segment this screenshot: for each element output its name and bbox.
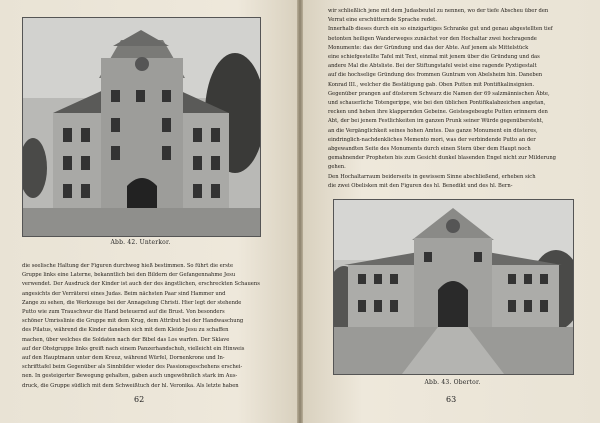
- text-line: schöner Umrisslinie die Gruppe mit dem Krug, dem Attribut bei der Handwaschung: [22, 318, 244, 325]
- text-line: recken und heben ihre klappernden Gebeine. Geistesgebeugte Putten erinnern den: [328, 109, 548, 116]
- text-line: eindringlich-nachdenkliches Memento mori, was der verbindende Putto an der: [328, 136, 536, 143]
- text-line: wir schließlich jene mit dem Judasbeutel zu nennen, wo der tiefe Abscheu über den: [328, 8, 549, 14]
- text-line: Innerhalb dieses durch ein so einzigartiges Schranke gut und genau abgestellten tief: [328, 26, 553, 33]
- text-line: eine schiefgestellte Tafel mit Text, einmal mit jenem über die Gründung und das: [328, 54, 540, 61]
- text-line: gemahnender Propheten bis zum Gesicht dunkel blasenden Engel nicht zur Milderung: [328, 155, 556, 162]
- text-line: an die Vergänglichkeit seines hohen Amtes. Das ganze Monument ein düsteres,: [328, 127, 538, 134]
- text-line: betonten heiligen Wanderweges zunächst vor den Hochaltar zwei hochragende: [328, 35, 537, 42]
- page-number: 63: [446, 395, 457, 404]
- text-line: abgewandten Seite des Monuments durch einen Stern über dem Haupt noch: [328, 146, 531, 153]
- text-line: und schauerliche Totengerippe, wie bei den üblichen Pontifikalabzeichen angetan,: [328, 100, 546, 107]
- photo-unterkor: [22, 17, 261, 237]
- text-line: andere Mal die Abtsliste. Bei der Stiftungstafel weist eine ragende Pyxtigestalt: [328, 63, 537, 70]
- text-line: angesichts der Verräterei eines Judas. Beim nächsten Paar sind Hammer und: [22, 290, 226, 297]
- text-line: Putto wie zum Trauschwur die Hand beteuernd auf die Brust. Von besonders: [22, 309, 225, 316]
- text-line: des Pilatus, während die Kinder daneben sich mit dem Kleide Jesu zu schaffen: [22, 327, 229, 334]
- body-text: [22, 262, 273, 391]
- text-line: Gegenüber prangen auf düsterem Schwarz die Namen der 69 salzmännischen Äbte,: [328, 90, 550, 97]
- text-line: schrifttafel beim Gegenüber als Sinnbilder wieder des Passionsgeschehens erschei-: [22, 364, 243, 371]
- text-line: verwendet. Der Ausdruck der Kinder ist auch der des ängstlichen, erschreckten Schauens: [22, 281, 260, 288]
- text-line: die zwei Obelisken mit den Figuren des hl. Benedikt und des hl. Bern-: [328, 182, 513, 189]
- left-page: [0, 0, 297, 423]
- building-illustration: [23, 18, 260, 236]
- text-line: Zange zu sehen, die Werkzeuge bei der Annagelung Christi. Hier legt der stehende: [22, 299, 242, 306]
- text-line: Den Hochaltarraum beiderseits in gewissem Sinne abschließend, erheben sich: [328, 173, 536, 180]
- text-line: nen. In gesteigerter Bewegung gehalten, gaben auch ungewöhnlich stark im Aus-: [22, 373, 238, 380]
- photo-obertor: [333, 199, 574, 375]
- page-number: 62: [134, 395, 145, 404]
- text-line: Gruppe links eine Laterne, bekanntlich bei den Bildern der Gefangennahme Jesu: [22, 272, 236, 279]
- right-page: [303, 0, 600, 423]
- text-line: auf den Hauptmann unter dem Kreuz, während Würfel, Dornenkrone und In-: [22, 355, 225, 362]
- photo-caption: Abb. 42. Unterkor.: [110, 239, 171, 246]
- building-illustration: [334, 200, 573, 374]
- text-line: Abt, der bei jenem Festlichkeiten im ganzen Prunk seiner Würde gegenübersteht,: [328, 118, 544, 125]
- text-line: druck, die Gruppe südlich mit dem Schweißtuch der hl. Veronika. Als letzte haben: [22, 382, 239, 389]
- text-line: auf die hochselige Gründung des frommen Guntram von Abelsheim hin. Daneben: [328, 72, 543, 79]
- photo-caption: Abb. 43. Obertor.: [424, 379, 481, 386]
- text-line: machen, über welches die Soldaten nach der Bibel das Los warfen. Der Sklave: [22, 336, 230, 343]
- text-line: Monumente: das der Gründung und das der Abte. Auf jenem als Mittelstück: [328, 44, 529, 51]
- text-line: gehen.: [328, 164, 346, 171]
- body-text: [328, 7, 579, 191]
- text-line: Konrad III., welcher die Bestätigung gab. Oben Putten mit Pontifikalinsignien.: [328, 81, 535, 88]
- text-line: auf der Obstgruppe links greift nach einem Panzerhandschuh, vielleicht ein Hinweis: [22, 345, 245, 352]
- text-line: die seelische Haltung der Figuren durchweg hieß bestimmen. So führt die erste: [22, 263, 234, 269]
- text-line: Verrat eine erschütternde Sprache redet.: [328, 17, 437, 24]
